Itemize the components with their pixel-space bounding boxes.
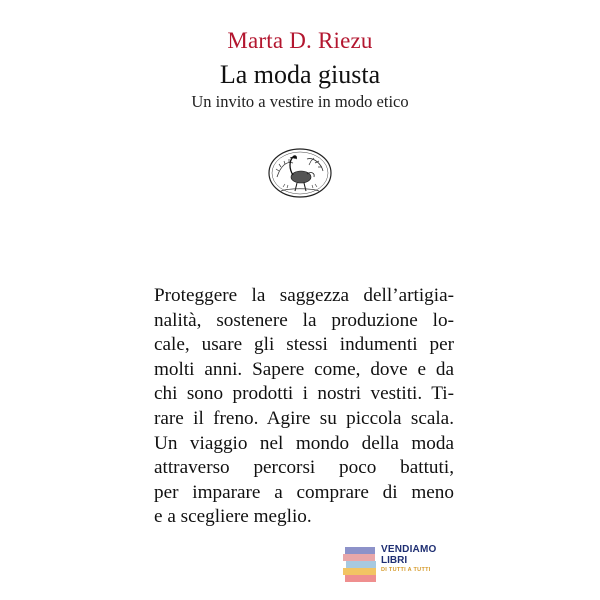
book-title: La moda giusta [219, 60, 381, 89]
book-stripe [345, 547, 375, 554]
blurb-line: cale, usare gli stessi indumenti per [154, 334, 454, 356]
badge-tagline: DI TUTTI A TUTTI [381, 567, 431, 573]
blurb-line: attraverso percorsi poco battuti, [154, 457, 454, 479]
blurb-line: nalità, sostenere la produzione lo- [154, 309, 454, 331]
blurb-line: molti anni. Sapere come, dove e da [154, 358, 454, 380]
book-stripe [345, 575, 376, 582]
blurb-line: chi sono prodotti i nostri vestiti. Ti- [154, 383, 454, 405]
author-name: Marta D. Riezu [227, 28, 373, 53]
blurb-line: Proteggere la saggezza dell’artigia- [154, 285, 454, 306]
book-stripe [346, 561, 376, 568]
blurb-line: e a scegliere meglio. [154, 506, 312, 528]
vendiamo-libri-badge [343, 541, 437, 583]
blurb-line: per imparare a comprare di meno [154, 481, 454, 503]
blurb-line: Un viaggio nel mondo della moda [154, 432, 454, 454]
badge-text [381, 544, 437, 574]
book-stripe [343, 554, 375, 561]
ostrich-seal-icon [267, 147, 333, 199]
badge-line-libri: LIBRI [381, 555, 408, 566]
book-subtitle: Un invito a vestire in modo etico [191, 92, 409, 111]
badge-line-vendiamo: VENDIAMO [381, 544, 437, 555]
back-cover-blurb [154, 284, 454, 530]
blurb-line: rare il freno. Agire su piccola scala. [154, 407, 454, 429]
book-stripe [343, 568, 376, 575]
stacked-books-icon [343, 547, 377, 583]
